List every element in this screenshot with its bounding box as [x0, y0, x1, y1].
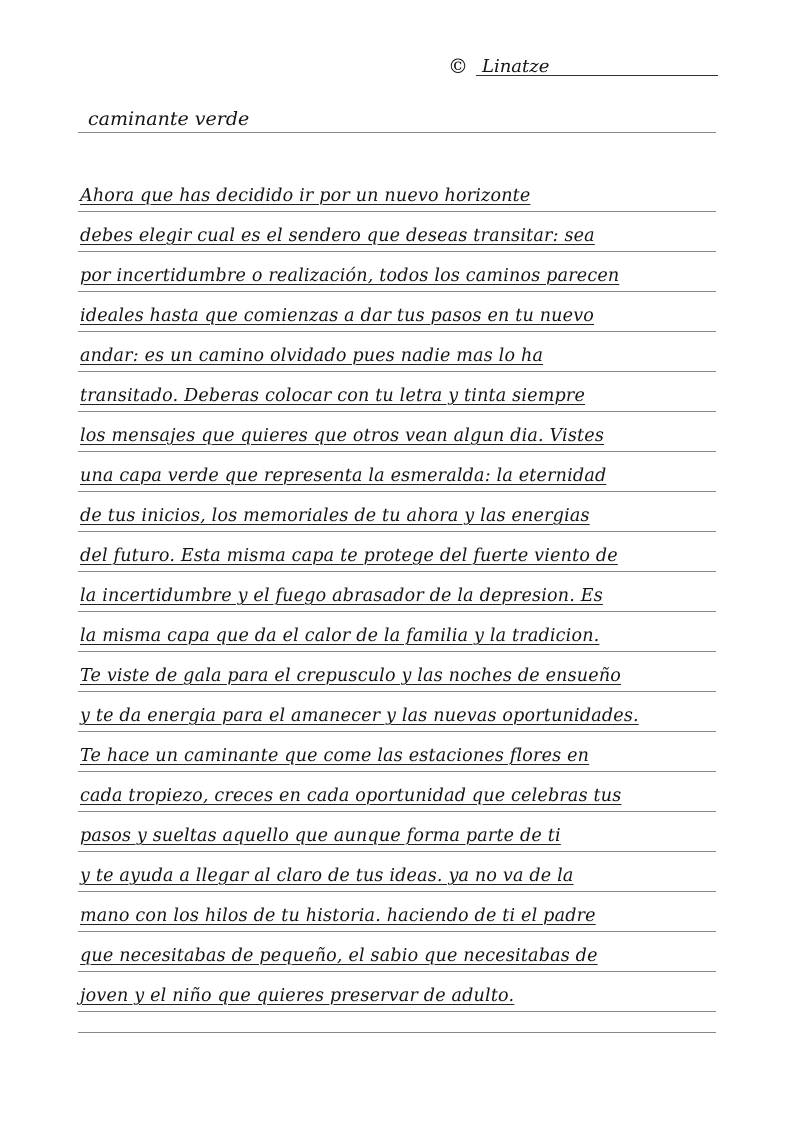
title-rule [78, 132, 716, 133]
author-signature: Linatze [482, 56, 550, 77]
text-line [80, 652, 716, 692]
line-text: Te viste de gala para el crepusculo y las noches de ensueño [80, 666, 622, 686]
line-text: de tus inicios, los memoriales de tu ahora y las energias [80, 506, 590, 526]
text-line [80, 492, 716, 532]
line-text: del futuro. Esta misma capa te protege del fuerte viento de [80, 546, 618, 566]
line-text: transitado. Deberas colocar con tu letra y tinta siempre [80, 386, 586, 406]
text-line [80, 572, 716, 612]
signature-rule [476, 75, 718, 76]
line-text: la misma capa que da el calor de la familia y la tradicion. [80, 626, 600, 646]
text-line [80, 972, 716, 1012]
text-line [80, 812, 716, 852]
line-text: los mensajes que quieres que otros vean algun dia. Vistes [80, 426, 605, 446]
page-header [448, 54, 718, 78]
text-line [80, 932, 716, 972]
line-text: andar: es un camino olvidado pues nadie mas lo ha [80, 346, 544, 366]
text-line [80, 852, 716, 892]
line-text: una capa verde que representa la esmeralda: la eternidad [80, 466, 607, 486]
line-text: que necesitabas de pequeño, el sabio que necesitabas de [80, 946, 598, 966]
line-text: Ahora que has decidido ir por un nuevo horizonte [80, 186, 531, 206]
text-line [80, 372, 716, 412]
line-text: joven y el niño que quieres preservar de adulto. [80, 986, 515, 1006]
ruled-line [78, 1011, 716, 1012]
line-text: cada tropiezo, creces en cada oportunidad que celebras tus [80, 786, 622, 806]
text-line [80, 772, 716, 812]
line-text: y te ayuda a llegar al claro de tus ideas. ya no va de la [80, 866, 574, 886]
line-text: debes elegir cual es el sendero que deseas transitar: sea [80, 226, 595, 246]
line-text: la incertidumbre y el fuego abrasador de la depresion. Es [80, 586, 603, 606]
page-title: caminante verde [88, 108, 250, 130]
text-line [80, 692, 716, 732]
text-line [80, 612, 716, 652]
line-text: ideales hasta que comienzas a dar tus pasos en tu nuevo [80, 306, 595, 326]
line-text: pasos y sueltas aquello que aunque forma parte de ti [80, 826, 561, 846]
copyright-mark: © [448, 54, 468, 78]
text-line [80, 252, 716, 292]
text-line [80, 332, 716, 372]
text-line [80, 292, 716, 332]
text-line [80, 532, 716, 572]
text-line [80, 732, 716, 772]
line-text: y te da energia para el amanecer y las nuevas oportunidades. [80, 706, 639, 726]
line-text: mano con los hilos de tu historia. haciendo de ti el padre [80, 906, 596, 926]
text-line [80, 172, 716, 212]
text-line [80, 212, 716, 252]
text-line [80, 892, 716, 932]
line-text: por incertidumbre o realización, todos los caminos parecen [80, 266, 620, 286]
text-line [80, 412, 716, 452]
text-line [80, 452, 716, 492]
line-text: Te hace un caminante que come las estaciones flores en [80, 746, 590, 766]
bottom-rule [78, 1032, 716, 1033]
